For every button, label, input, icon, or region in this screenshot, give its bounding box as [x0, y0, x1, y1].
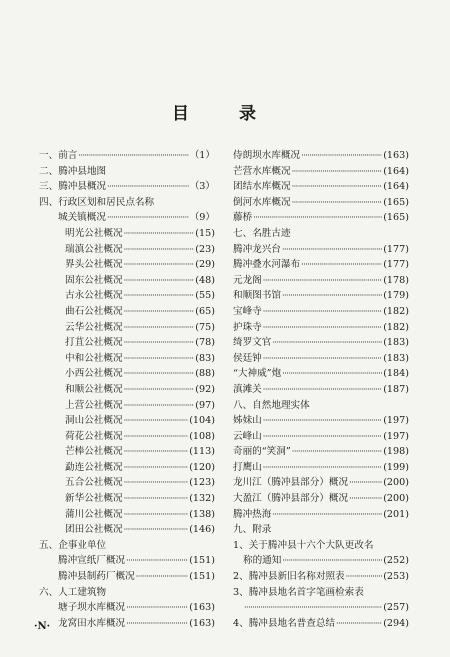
toc-leader-dots — [124, 320, 195, 336]
toc-leader-dots — [124, 304, 195, 320]
toc-entry — [233, 522, 409, 538]
toc-entry-page: (200) — [383, 493, 409, 505]
toc-entry-number: 五、 — [39, 539, 59, 551]
toc-entry-title: 倒河水库概况 — [233, 196, 291, 208]
toc-entry-title: 称的通知 — [243, 555, 282, 567]
toc-leader-dots — [124, 351, 195, 367]
toc-entry-title: 勐连公社概况 — [65, 461, 123, 473]
toc-entry-title: 新华公社概况 — [65, 493, 123, 505]
toc-entry-title: 和顺公社概况 — [65, 383, 123, 395]
toc-entry-title: 腾冲县地图 — [58, 165, 107, 177]
toc-entry — [39, 288, 215, 304]
toc-entry-number: 六、 — [39, 586, 59, 598]
toc-entry — [39, 226, 215, 242]
toc-entry-page: (75) — [195, 321, 215, 333]
toc-leader-dots — [263, 413, 382, 429]
toc-right-column — [233, 148, 409, 631]
toc-entry-page: (55) — [195, 290, 215, 302]
toc-entry-page: (252) — [383, 555, 409, 567]
toc-entry — [39, 320, 215, 336]
toc-entry — [39, 257, 215, 273]
toc-entry-page: (123) — [189, 477, 215, 489]
toc-entry-page: (92) — [195, 383, 215, 395]
toc-entry-title: 护珠寺 — [233, 321, 262, 333]
toc-entry — [39, 538, 215, 554]
toc-entry-page: (183) — [383, 337, 409, 349]
toc-entry — [233, 195, 409, 211]
toc-entry — [39, 429, 215, 445]
toc-entry — [39, 148, 215, 164]
toc-entry — [233, 148, 409, 164]
toc-entry-title: 腾冲县地名普查总结 — [248, 617, 336, 629]
toc-entry-number: 七、 — [233, 227, 253, 239]
toc-leader-dots — [272, 507, 382, 523]
toc-entry — [233, 164, 409, 180]
toc-entry — [39, 382, 215, 398]
toc-entry-title: 上营公社概况 — [65, 399, 123, 411]
toc-entry — [233, 507, 409, 523]
toc-leader-dots — [263, 273, 382, 289]
toc-leader-dots — [107, 210, 189, 226]
toc-entry-page: (200) — [383, 477, 409, 489]
toc-entry — [233, 538, 409, 554]
toc-entry-page: (179) — [383, 290, 409, 302]
toc-entry-page: (151) — [189, 571, 215, 583]
toc-entry — [39, 398, 215, 414]
toc-entry — [39, 164, 215, 180]
toc-entry — [39, 195, 215, 211]
toc-entry-page: (15) — [195, 227, 215, 239]
toc-entry-page: (78) — [195, 337, 215, 349]
toc-entry-number: 九、 — [233, 524, 253, 536]
toc-leader-dots — [263, 304, 382, 320]
toc-entry-page: （9） — [189, 212, 215, 224]
toc-entry-number: 三、 — [39, 181, 59, 193]
toc-entry-title: 腾冲县地名首字笔画检索表 — [248, 586, 364, 598]
toc-entry-title: 奇丽的“笑洞” — [233, 446, 291, 458]
toc-entry-page: (146) — [189, 524, 215, 536]
toc-entry-page: (65) — [195, 305, 215, 317]
toc-leader-dots — [282, 366, 382, 382]
toc-entry — [39, 475, 215, 491]
toc-entry — [39, 491, 215, 507]
toc-leader-dots — [124, 257, 195, 273]
toc-leader-dots — [263, 351, 382, 367]
toc-entry — [233, 257, 409, 273]
toc-entry — [233, 429, 409, 445]
toc-leader-dots — [107, 179, 189, 195]
toc-entry — [39, 366, 215, 382]
toc-entry-number: 四、 — [39, 196, 59, 208]
toc-entry-title: 蒲川公社概况 — [65, 508, 123, 520]
toc-entry-page: (113) — [189, 446, 215, 458]
toc-entry — [233, 460, 409, 476]
toc-entry — [233, 242, 409, 258]
toc-entry-title: 前言 — [58, 150, 78, 161]
toc-entry-page: (97) — [195, 399, 215, 411]
toc-entry-title: 绮罗文官 — [233, 337, 272, 349]
toc-entry-page: (165) — [383, 212, 409, 224]
toc-entry-title: 元龙阁 — [233, 274, 262, 286]
toc-entry — [233, 398, 409, 414]
toc-leader-dots — [126, 600, 188, 616]
toc-entry-title: 附录 — [252, 524, 272, 536]
toc-entry-number: 4、 — [233, 617, 249, 629]
toc-entry-page: (138) — [189, 508, 215, 520]
toc-leader-dots — [124, 475, 189, 491]
toc-leader-dots — [124, 242, 195, 258]
toc-entry-title: 团结水库概况 — [233, 181, 291, 193]
toc-entry — [39, 335, 215, 351]
toc-entry-page: (104) — [189, 415, 215, 427]
toc-leader-dots — [282, 288, 382, 304]
toc-entry-title: 腾冲热海 — [233, 508, 272, 520]
toc-entry-title: 滇滩关 — [233, 383, 262, 395]
toc-entry-title: 行政区划和居民点名称 — [58, 196, 155, 208]
toc-leader-dots — [272, 335, 382, 351]
toc-entry — [39, 507, 215, 523]
toc-entry — [233, 382, 409, 398]
toc-entry-title: 藤桥 — [233, 212, 253, 224]
toc-leader-dots — [124, 507, 189, 523]
toc-leader-dots — [263, 382, 382, 398]
toc-leader-dots — [78, 148, 188, 164]
toc-entry-title: 腾冲县制药厂概况 — [58, 571, 135, 583]
toc-leader-dots — [253, 210, 382, 226]
toc-entry — [39, 351, 215, 367]
toc-entry — [39, 553, 215, 569]
toc-entry-page: (163) — [383, 150, 409, 161]
toc-entry-title: 腾冲龙兴台 — [233, 243, 281, 255]
toc-entry-title: 明光公社概况 — [65, 227, 123, 239]
toc-entry-page: (108) — [189, 430, 215, 442]
toc-entry-title: 侍朗坝水库概况 — [233, 150, 301, 161]
toc-entry-title: 人工建筑物 — [58, 586, 107, 598]
toc-leader-dots — [124, 382, 195, 398]
toc-leader-dots — [292, 164, 383, 180]
toc-entry-page: (197) — [383, 430, 409, 442]
toc-entry-title: 界头公社概况 — [65, 259, 123, 271]
toc-entry — [233, 491, 409, 507]
toc-leader-dots — [292, 195, 383, 211]
toc-entry-page: (182) — [383, 305, 409, 317]
toc-leader-dots — [263, 460, 382, 476]
toc-left-column — [39, 148, 215, 631]
toc-leader-dots — [126, 553, 188, 569]
toc-entry — [39, 569, 215, 585]
toc-entry-title: 芒棒公社概况 — [65, 446, 123, 458]
toc-entry-title: 和顺图书馆 — [233, 290, 281, 302]
toc-entry-title: 曲石公社概况 — [65, 305, 123, 317]
toc-leader-dots — [124, 366, 195, 382]
toc-entry-page: (163) — [189, 602, 215, 614]
toc-entry-title: 腾冲县新旧名称对照表 — [248, 571, 345, 583]
toc-entry-title: 大盈江（腾冲县部分）概况 — [233, 493, 349, 505]
toc-leader-dots — [124, 491, 189, 507]
toc-entry-title: 自然地理实体 — [252, 399, 310, 411]
toc-entry-page: (294) — [383, 617, 409, 629]
toc-entry — [233, 616, 409, 632]
toc-leader-dots — [301, 148, 382, 164]
toc-leader-dots — [346, 569, 383, 585]
toc-entry-title: 宝峰寺 — [233, 305, 262, 317]
toc-entry-title: 城关镇概况 — [58, 212, 106, 224]
toc-entry — [233, 351, 409, 367]
toc-entry-page: (197) — [383, 415, 409, 427]
toc-leader-dots — [124, 522, 189, 538]
toc-entry-title: 腾冲叠水河瀑布 — [233, 259, 301, 271]
toc-entry-title: 腾冲县概况 — [58, 181, 107, 193]
toc-entry-title: 打苴公社概况 — [65, 337, 123, 349]
toc-entry — [39, 179, 215, 195]
toc-entry-page: (182) — [383, 321, 409, 333]
toc-entry-title: 龙窝田水库概况 — [58, 617, 126, 629]
toc-entry — [233, 553, 409, 569]
toc-entry — [233, 585, 409, 601]
toc-leader-dots — [124, 413, 189, 429]
toc-entry-title: 中和公社概况 — [65, 352, 123, 364]
toc-leader-dots — [124, 444, 189, 460]
toc-entry-page: (120) — [189, 461, 215, 473]
toc-entry-title: 名胜古迹 — [252, 227, 291, 239]
toc-leader-dots — [292, 179, 383, 195]
page-number: ·N· — [34, 621, 51, 632]
toc-entry — [233, 288, 409, 304]
toc-entry-page: （1） — [189, 150, 215, 161]
toc-leader-dots — [126, 616, 188, 632]
toc-entry-title: 古永公社概况 — [65, 290, 123, 302]
toc-entry — [233, 475, 409, 491]
toc-entry — [39, 413, 215, 429]
toc-entry — [233, 569, 409, 585]
toc-entry-title: “大神威”炮 — [233, 368, 282, 380]
toc-leader-dots — [124, 398, 195, 414]
toc-leader-dots — [282, 242, 382, 258]
toc-entry-title: 塘子坝水库概况 — [58, 602, 126, 614]
toc-entry-page: (257) — [383, 602, 409, 614]
toc-leader-dots — [124, 429, 189, 445]
toc-entry-title: 云峰山 — [233, 430, 262, 442]
toc-entry-page: (23) — [195, 243, 215, 255]
toc-entry-number: 八、 — [233, 399, 253, 411]
toc-leader-dots — [124, 273, 195, 289]
toc-entry — [233, 335, 409, 351]
toc-leader-dots — [124, 226, 195, 242]
toc-entry-title: 小西公社概况 — [65, 368, 123, 380]
toc-entry-number: 2、 — [233, 571, 249, 583]
toc-entry-page: (29) — [195, 259, 215, 271]
toc-entry — [233, 179, 409, 195]
toc-entry-title: 企事业单位 — [58, 539, 107, 551]
toc-leader-dots — [124, 288, 195, 304]
toc-entry-page: (165) — [383, 196, 409, 208]
toc-entry — [39, 616, 215, 632]
toc-entry-title: 瑞滇公社概况 — [65, 243, 123, 255]
toc-entry-title: 芒营水库概况 — [233, 165, 291, 177]
toc-entry-title: 固东公社概况 — [65, 274, 123, 286]
toc-leader-dots — [244, 600, 382, 616]
toc-entry-page: (184) — [383, 368, 409, 380]
toc-entry-page: (164) — [383, 181, 409, 193]
toc-leader-dots — [136, 569, 188, 585]
page-title: 目 录 — [172, 104, 278, 124]
toc-entry-page: (88) — [195, 368, 215, 380]
toc-entry — [39, 600, 215, 616]
toc-entry — [233, 600, 409, 616]
toc-entry-page: (132) — [189, 493, 215, 505]
toc-entry — [233, 273, 409, 289]
toc-entry-page: (253) — [383, 571, 409, 583]
toc-entry — [233, 320, 409, 336]
toc-entry — [39, 210, 215, 226]
toc-leader-dots — [336, 616, 382, 632]
toc-entry — [233, 366, 409, 382]
toc-entry-page: (177) — [383, 243, 409, 255]
toc-entry-title: 五合公社概况 — [65, 477, 123, 489]
toc-entry-number: 3、 — [233, 586, 249, 598]
toc-entry — [39, 522, 215, 538]
toc-entry-title: 龙川江（腾冲县部分）概况 — [233, 477, 349, 489]
toc-entry-title: 姊妹山 — [233, 415, 262, 427]
toc-entry-page: (178) — [383, 274, 409, 286]
toc-entry-title: 关于腾冲县十六个大队更改名 — [248, 539, 374, 551]
toc-entry-number: 1、 — [233, 539, 249, 551]
toc-entry — [39, 304, 215, 320]
toc-entry — [39, 273, 215, 289]
toc-entry-page: (183) — [383, 352, 409, 364]
toc-entry — [233, 304, 409, 320]
toc-entry-page: (164) — [383, 165, 409, 177]
toc-leader-dots — [282, 553, 382, 569]
toc-entry-number: 一、 — [39, 150, 59, 161]
toc-leader-dots — [124, 335, 195, 351]
toc-leader-dots — [349, 475, 382, 491]
toc-entry-title: 腾冲宣纸厂概况 — [58, 555, 126, 567]
toc-entry — [39, 444, 215, 460]
toc-entry — [233, 444, 409, 460]
toc-leader-dots — [292, 444, 382, 460]
toc-entry-page: (83) — [195, 352, 215, 364]
toc-entry-page: (151) — [189, 555, 215, 567]
toc-entry-title: 打鹰山 — [233, 461, 262, 473]
toc-leader-dots — [263, 320, 382, 336]
toc-leader-dots — [124, 460, 189, 476]
toc-entry-page: (187) — [383, 383, 409, 395]
toc-entry — [233, 226, 409, 242]
toc-leader-dots — [263, 429, 382, 445]
toc-entry-page: (201) — [383, 508, 409, 520]
toc-entry-page: （3） — [189, 181, 215, 193]
toc-entry-title: 侯廷钟 — [233, 352, 262, 364]
toc-entry-page: (177) — [383, 259, 409, 271]
toc-entry-page: (199) — [383, 461, 409, 473]
toc-entry-title: 云华公社概况 — [65, 321, 123, 333]
toc-entry — [39, 585, 215, 601]
toc-entry — [39, 242, 215, 258]
toc-entry-page: (48) — [195, 274, 215, 286]
toc-entry-page: (198) — [383, 446, 409, 458]
toc-entry-title: 洞山公社概况 — [65, 415, 123, 427]
toc-leader-dots — [349, 491, 382, 507]
toc-entry-page: (163) — [189, 617, 215, 629]
toc-entry — [233, 413, 409, 429]
toc-entry — [39, 460, 215, 476]
toc-entry-number: 二、 — [39, 165, 59, 177]
toc-entry-title: 团田公社概况 — [65, 524, 123, 536]
toc-leader-dots — [301, 257, 382, 273]
toc-entry — [233, 210, 409, 226]
toc-entry-title: 荷花公社概况 — [65, 430, 123, 442]
